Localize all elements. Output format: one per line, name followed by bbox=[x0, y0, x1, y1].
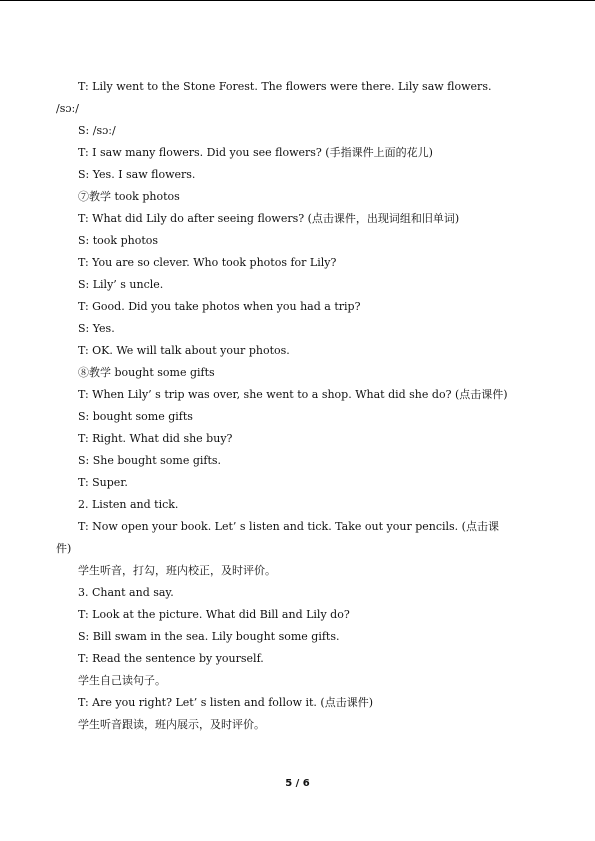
text-line: S: bought some gifts bbox=[78, 410, 193, 423]
text-line: T: What did Lily do after seeing flowers? (点击课件，出现词组和旧单词) bbox=[78, 212, 460, 225]
text-line: 学生听音跟读，班内展示，及时评价。 bbox=[78, 718, 265, 731]
document-body bbox=[56, 76, 546, 736]
text-line: T: Super. bbox=[78, 476, 128, 489]
section-heading: 3. Chant and say. bbox=[78, 586, 174, 599]
text-line: S: Yes. bbox=[78, 322, 115, 335]
text-line: S: took photos bbox=[78, 234, 159, 247]
text-line: /sɔː/ bbox=[56, 102, 79, 115]
text-line: T: Lily went to the Stone Forest. The flowers were there. Lily saw flowers. bbox=[78, 80, 492, 93]
text-line: 学生自己读句子。 bbox=[78, 674, 166, 687]
text-line: 学生听音，打勾，班内校正，及时评价。 bbox=[78, 564, 276, 577]
section-heading: 2. Listen and tick. bbox=[78, 498, 179, 511]
text-line: 件) bbox=[56, 542, 72, 555]
text-line: T: Are you right? Let’ s listen and follow it. (点击课件) bbox=[78, 696, 374, 709]
section-heading: ⑧教学 bought some gifts bbox=[78, 366, 215, 379]
header-rule bbox=[0, 0, 595, 1]
text-line: T: Now open your book. Let’ s listen and tick. Take out your pencils. (点击课 bbox=[78, 520, 499, 533]
text-line: T: When Lily’ s trip was over, she went to a shop. What did she do? (点击课件) bbox=[78, 388, 508, 401]
text-line: T: OK. We will talk about your photos. bbox=[78, 344, 290, 357]
text-line: T: You are so clever. Who took photos for Lily? bbox=[78, 256, 337, 269]
text-line: S: Yes. I saw flowers. bbox=[78, 168, 196, 181]
page-number: 5 / 6 bbox=[285, 778, 310, 789]
text-line: T: Read the sentence by yourself. bbox=[78, 652, 264, 665]
text-line: S: She bought some gifts. bbox=[78, 454, 222, 467]
text-line: T: Good. Did you take photos when you had a trip? bbox=[78, 300, 361, 313]
text-line: S: Bill swam in the sea. Lily bought some gifts. bbox=[78, 630, 340, 643]
text-line: T: Look at the picture. What did Bill and Lily do? bbox=[78, 608, 350, 621]
text-line: S: /sɔː/ bbox=[78, 124, 116, 137]
text-line: S: Lily’ s uncle. bbox=[78, 278, 164, 291]
section-heading: ⑦教学 took photos bbox=[78, 190, 180, 203]
text-line: T: Right. What did she buy? bbox=[78, 432, 233, 445]
text-line: T: I saw many flowers. Did you see flowers? (手指课件上面的花儿) bbox=[78, 146, 433, 159]
